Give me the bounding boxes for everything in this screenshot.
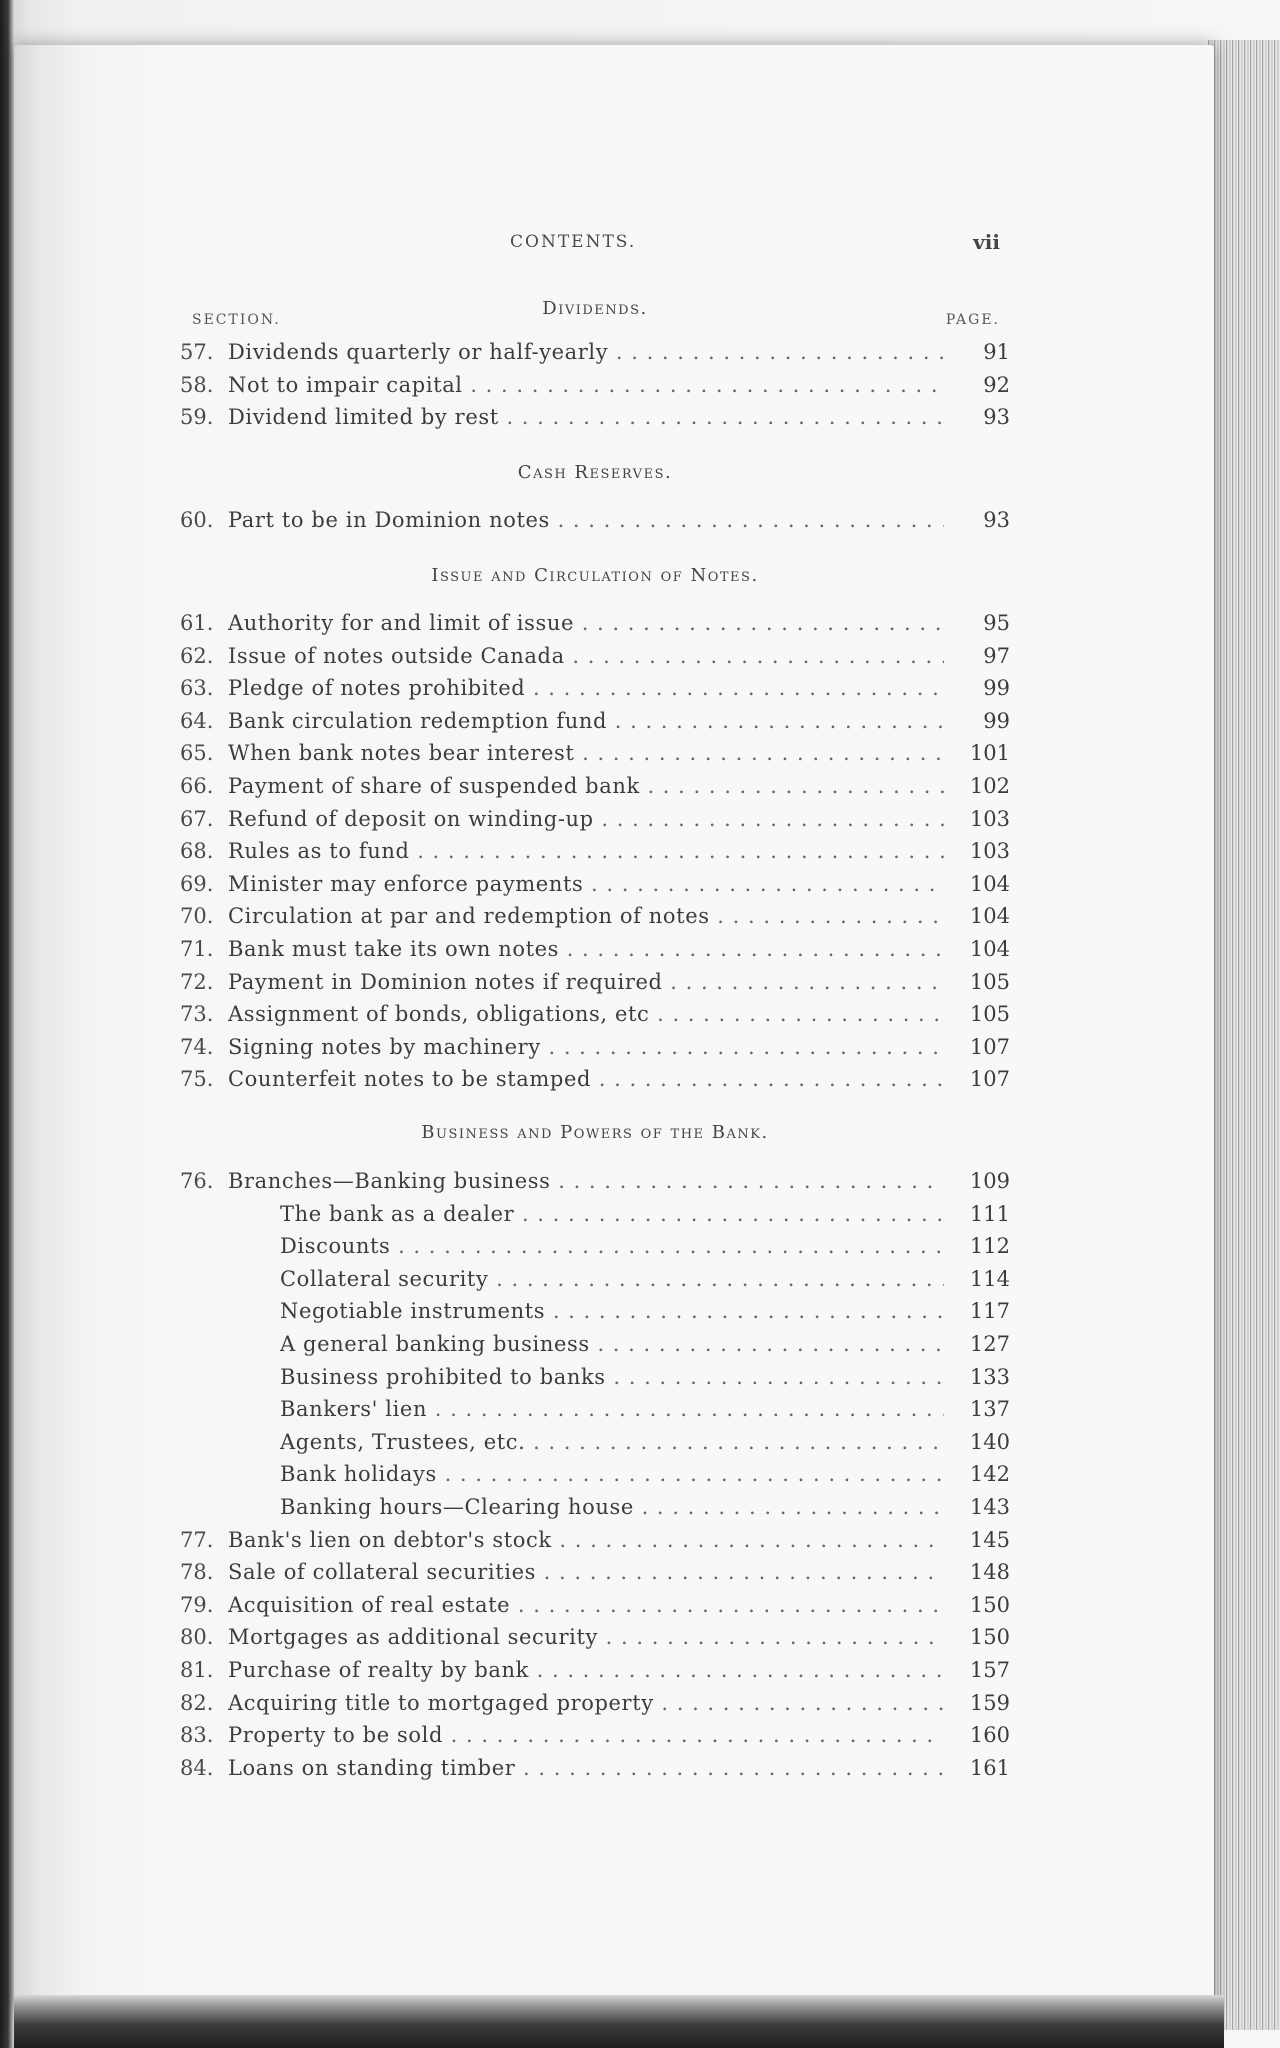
page-number: 148 <box>944 1557 1010 1587</box>
entry-title: Acquisition of real estate . . . <box>228 1590 944 1620</box>
entry-title: Payment in Dominion notes if required . . . <box>228 967 944 997</box>
toc-entry <box>180 1199 1010 1229</box>
entry-title: The bank as a dealer . . . <box>280 1199 944 1229</box>
page-number: 137 <box>944 1394 1010 1424</box>
page-number: 114 <box>944 1264 1010 1294</box>
toc-entry <box>180 804 1010 834</box>
section-heading: Issue and Circulation of Notes. <box>431 565 759 586</box>
page-number: 109 <box>944 1166 1010 1196</box>
toc-entry <box>180 1329 1010 1359</box>
section-number: 66. <box>180 774 214 798</box>
toc-entry <box>180 1032 1010 1062</box>
toc-entry <box>180 1622 1010 1652</box>
page-number: 107 <box>944 1032 1010 1062</box>
toc-entry <box>180 1590 1010 1620</box>
section-number: 60. <box>180 508 214 532</box>
section-number: 76. <box>180 1169 214 1193</box>
entry-title: Acquiring title to mortgaged property . . . <box>228 1688 944 1718</box>
entry-title: Counterfeit notes to be stamped . . . <box>228 1064 944 1094</box>
page-number: 111 <box>944 1199 1010 1229</box>
entry-title: Payment of share of suspended bank . . . <box>228 771 944 801</box>
entry-title: Business prohibited to banks . . . <box>280 1362 944 1392</box>
entry-title: Circulation at par and redemption of notes . . . <box>228 901 944 931</box>
entry-title: Agents, Trustees, etc. . . . <box>280 1427 944 1457</box>
entry-title: When bank notes bear interest . . . <box>228 738 944 768</box>
page-number: 93 <box>944 505 1010 535</box>
toc-entry <box>180 370 1010 400</box>
toc-entry <box>180 1264 1010 1294</box>
section-number: 73. <box>180 1002 214 1027</box>
entry-title: A general banking business . . . <box>280 1329 944 1359</box>
page-number: 143 <box>944 1492 1010 1522</box>
entry-title: Collateral security . . . <box>280 1264 944 1294</box>
page-number: 102 <box>944 771 1010 801</box>
entry-title: Bank must take its own notes . . . <box>228 934 944 964</box>
section-number: 57. <box>180 340 214 364</box>
section-number: 84. <box>180 1755 214 1780</box>
section-number: 72. <box>180 969 214 994</box>
section-number: 80. <box>180 1625 214 1650</box>
page-fore-edge <box>1208 40 1280 2030</box>
toc-entry <box>180 869 1010 899</box>
entry-title: Property to be sold . . . <box>228 1720 944 1750</box>
page-number: 103 <box>944 804 1010 834</box>
running-head-title: CONTENTS. <box>510 232 637 252</box>
toc-entry <box>180 402 1010 432</box>
entry-title: Part to be in Dominion notes . . . <box>228 505 944 535</box>
section-number: 81. <box>180 1658 214 1682</box>
section-number: 77. <box>180 1527 214 1552</box>
page-number: 97 <box>944 641 1010 671</box>
page-number: 157 <box>944 1655 1010 1685</box>
section-number: 75. <box>180 1067 214 1092</box>
toc-entry <box>180 771 1010 801</box>
entry-title: Mortgages as additional security . . . <box>228 1622 944 1652</box>
page-number: 103 <box>944 836 1010 866</box>
section-heading: Business and Powers of the Bank. <box>421 1122 769 1143</box>
contents-listing <box>180 0 1010 2000</box>
entry-title: Issue of notes outside Canada . . . <box>228 641 944 671</box>
section-number: 71. <box>180 937 214 961</box>
section-column-header: SECTION. <box>192 312 281 328</box>
toc-entry <box>180 1655 1010 1685</box>
page-number: 145 <box>944 1525 1010 1555</box>
page-number: 112 <box>944 1231 1010 1261</box>
section-number: 69. <box>180 871 214 896</box>
section-number: 70. <box>180 904 214 929</box>
page-number: 127 <box>944 1329 1010 1359</box>
page-number: 91 <box>944 337 1010 367</box>
section-number: 74. <box>180 1034 214 1059</box>
page-number: 107 <box>944 1064 1010 1094</box>
toc-entry <box>180 967 1010 997</box>
entry-title: Sale of collateral securities . . . <box>228 1557 944 1587</box>
toc-entry <box>180 608 1010 638</box>
entry-title: Branches—Banking business . . . <box>228 1166 944 1196</box>
page-number: 160 <box>944 1720 1010 1750</box>
toc-entry <box>180 1720 1010 1750</box>
section-heading: Dividends. <box>542 298 648 319</box>
page-number: 150 <box>944 1590 1010 1620</box>
toc-entry <box>180 673 1010 703</box>
entry-title: Loans on standing timber . . . <box>228 1753 944 1783</box>
toc-entry <box>180 505 1010 535</box>
entry-title: Dividend limited by rest . . . <box>228 402 944 432</box>
entry-title: Bank's lien on debtor's stock . . . <box>228 1525 944 1555</box>
section-number: 68. <box>180 839 214 864</box>
entry-title: Signing notes by machinery . . . <box>228 1032 944 1062</box>
entry-title: Purchase of realty by bank . . . <box>228 1655 944 1685</box>
toc-entry <box>180 1064 1010 1094</box>
toc-entry <box>180 1166 1010 1196</box>
toc-entry <box>180 1427 1010 1457</box>
page-number: 95 <box>944 608 1010 638</box>
toc-entry <box>180 901 1010 931</box>
toc-entry <box>180 337 1010 367</box>
toc-entry <box>180 1394 1010 1424</box>
page-number: 150 <box>944 1622 1010 1652</box>
page-number: 142 <box>944 1459 1010 1489</box>
toc-entry <box>180 1492 1010 1522</box>
section-number: 83. <box>180 1723 214 1748</box>
section-number: 63. <box>180 676 214 701</box>
toc-entry <box>180 738 1010 768</box>
page-number: 140 <box>944 1427 1010 1457</box>
page-number: 101 <box>944 738 1010 768</box>
page-number: 105 <box>944 967 1010 997</box>
section-number: 58. <box>180 372 214 397</box>
page-number: 159 <box>944 1688 1010 1718</box>
page-number: 117 <box>944 1296 1010 1326</box>
page-number: 133 <box>944 1362 1010 1392</box>
toc-entry <box>180 706 1010 736</box>
section-number: 82. <box>180 1690 214 1715</box>
page-number: 104 <box>944 869 1010 899</box>
toc-entry <box>180 1231 1010 1261</box>
section-number: 59. <box>180 405 214 430</box>
section-number: 61. <box>180 611 214 635</box>
toc-entry <box>180 1753 1010 1783</box>
toc-entry <box>180 1557 1010 1587</box>
page-number: 99 <box>944 673 1010 703</box>
toc-entry <box>180 836 1010 866</box>
entry-title: Minister may enforce payments . . . <box>228 869 944 899</box>
entry-title: Not to impair capital . . . <box>228 370 944 400</box>
toc-entry <box>180 999 1010 1029</box>
page-number: 93 <box>944 402 1010 432</box>
entry-title: Assignment of bonds, obligations, etc . . . <box>228 999 944 1029</box>
running-head <box>180 232 1010 256</box>
entry-title: Refund of deposit on winding-up . . . <box>228 804 944 834</box>
toc-entry <box>180 1459 1010 1489</box>
section-number: 78. <box>180 1560 214 1585</box>
entry-title: Pledge of notes prohibited . . . <box>228 673 944 703</box>
section-number: 65. <box>180 741 214 766</box>
section-heading: Cash Reserves. <box>517 462 673 483</box>
section-number: 64. <box>180 708 214 733</box>
page-number: 92 <box>944 370 1010 400</box>
page-number: 99 <box>944 706 1010 736</box>
section-number: 79. <box>180 1592 214 1617</box>
toc-entry <box>180 934 1010 964</box>
entry-title: Bankers' lien . . . <box>280 1394 944 1424</box>
toc-entry <box>180 641 1010 671</box>
entry-title: Dividends quarterly or half-yearly . . . <box>228 337 944 367</box>
section-number: 67. <box>180 806 214 831</box>
entry-title: Rules as to fund . . . <box>228 836 944 866</box>
page-number: 104 <box>944 934 1010 964</box>
toc-entry <box>180 1362 1010 1392</box>
page-bottom-edge <box>14 1995 1224 2048</box>
entry-title: Discounts . . . <box>280 1231 944 1261</box>
section-number: 62. <box>180 643 214 668</box>
entry-title: Banking hours—Clearing house . . . <box>280 1492 944 1522</box>
page-number: 105 <box>944 999 1010 1029</box>
toc-entry <box>180 1688 1010 1718</box>
entry-title: Authority for and limit of issue . . . <box>228 608 944 638</box>
entry-title: Negotiable instruments . . . <box>280 1296 944 1326</box>
page-column-header: PAGE. <box>945 312 1000 328</box>
page-number: 104 <box>944 901 1010 931</box>
toc-entry <box>180 1525 1010 1555</box>
page-number: 161 <box>944 1753 1010 1783</box>
toc-entry <box>180 1296 1010 1326</box>
entry-title: Bank circulation redemption fund . . . <box>228 706 944 736</box>
page-folio: vii <box>973 230 1000 254</box>
entry-title: Bank holidays . . . <box>280 1459 944 1489</box>
